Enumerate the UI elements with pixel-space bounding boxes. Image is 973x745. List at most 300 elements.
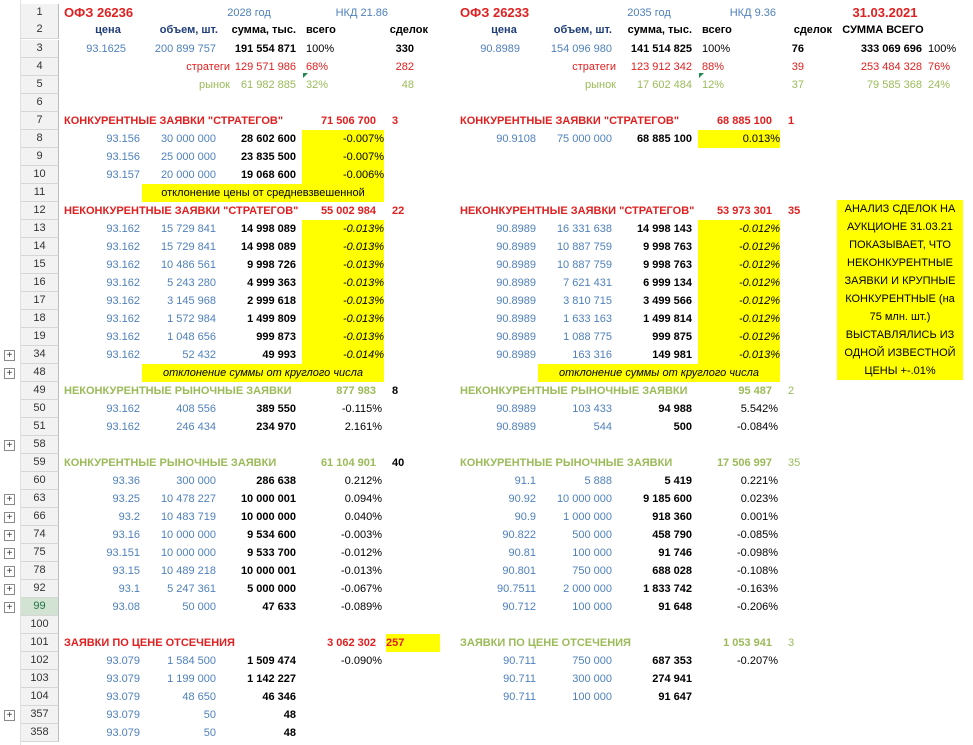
row-header-1[interactable]: 1: [21, 4, 59, 22]
cell-cq[interactable]: -0.012%: [698, 238, 780, 256]
cell-cj[interactable]: 93.162: [106, 241, 140, 253]
cell-es[interactable]: НЕКОНКУРЕНТНЫЕ РЫНОЧНЫЕ ЗАЯВКИ: [460, 385, 688, 397]
row-header-49[interactable]: 49: [21, 382, 59, 400]
cell-c[interactable]: НКД 21.86: [335, 7, 388, 19]
cell-am[interactable]: 253 484 328: [860, 61, 922, 73]
row-header-75[interactable]: 75: [21, 544, 59, 562]
cell-gj[interactable]: 10 000 000: [240, 511, 296, 523]
row-header-4[interactable]: 4: [21, 58, 59, 76]
cell-ih[interactable]: 1 053 941: [723, 637, 772, 649]
cell-bp[interactable]: -0.007%: [302, 148, 384, 166]
cell-eo[interactable]: отклонение суммы от круглого числа: [538, 364, 780, 382]
cell-dy[interactable]: 1 048 656: [167, 331, 216, 343]
cell-ii[interactable]: 3: [788, 637, 795, 649]
cell-cc[interactable]: 15 729 841: [160, 223, 216, 235]
cell-af[interactable]: 129 571 986: [234, 61, 296, 73]
cell-ab[interactable]: 76: [791, 43, 804, 55]
cell-iu[interactable]: 90.711: [503, 673, 536, 685]
cell-an[interactable]: 76%: [928, 61, 951, 73]
cell-dt[interactable]: 90.8989: [496, 313, 536, 325]
cell-db[interactable]: 4 999 363: [247, 277, 296, 289]
row-header-2[interactable]: 2: [21, 21, 59, 39]
cell-ct[interactable]: 9 998 726: [247, 259, 296, 271]
cell-hv[interactable]: 93.08: [112, 601, 140, 613]
cell-cm[interactable]: -0.013%: [302, 238, 384, 256]
cell-bf[interactable]: 30 000 000: [160, 133, 216, 145]
cell-iv[interactable]: 300 000: [572, 673, 612, 685]
cell-fg[interactable]: 2.161%: [344, 421, 382, 433]
cell-gc[interactable]: 0.094%: [344, 493, 382, 505]
cell-ie[interactable]: 3 062 302: [327, 637, 376, 649]
cell-ff[interactable]: 234 970: [256, 421, 296, 433]
cell-jf[interactable]: 48: [283, 709, 296, 721]
cell-ew[interactable]: 408 556: [176, 403, 216, 415]
row-header-8[interactable]: 8: [21, 130, 59, 148]
cell-jg[interactable]: 93.079: [106, 727, 140, 739]
cell-eb[interactable]: 90.8989: [496, 331, 536, 343]
cell-da[interactable]: 5 243 280: [167, 277, 216, 289]
cell-dx[interactable]: 93.162: [106, 331, 140, 343]
cell-fm[interactable]: 61 104 901: [320, 457, 376, 469]
cell-dd[interactable]: 90.8989: [496, 277, 536, 289]
cell-aj[interactable]: 123 912 342: [630, 61, 692, 73]
cell-gk[interactable]: 0.040%: [344, 511, 382, 523]
expand-group-button[interactable]: +: [4, 710, 15, 721]
cell-hn[interactable]: 93.1: [118, 583, 140, 595]
row-header-100[interactable]: 100: [21, 616, 59, 634]
cell-fv[interactable]: 91.1: [514, 475, 536, 487]
cell-gq[interactable]: 10 000 000: [160, 529, 216, 541]
cell-be[interactable]: 93.156: [106, 133, 140, 145]
cell-fr[interactable]: 93.36: [112, 475, 140, 487]
cell-ja[interactable]: 90.711: [503, 691, 536, 703]
cell-o[interactable]: сумма, тыс.: [627, 24, 692, 36]
cell-u[interactable]: 191 554 871: [234, 43, 296, 55]
cell-bs[interactable]: 19 068 600: [240, 169, 296, 181]
cell-gw[interactable]: -0.085%: [737, 529, 778, 541]
row-header-357[interactable]: 357: [21, 706, 59, 724]
cell-cd[interactable]: 14 998 089: [240, 223, 296, 235]
cell-ag[interactable]: 68%: [306, 61, 329, 73]
cell-bo[interactable]: 23 835 500: [240, 151, 296, 163]
expand-group-button[interactable]: +: [4, 530, 15, 541]
row-header-12[interactable]: 12: [21, 202, 59, 220]
cell-ac[interactable]: 333 069 696: [860, 43, 922, 55]
cell-it[interactable]: 1 142 227: [247, 673, 296, 685]
cell-v[interactable]: 100%: [306, 43, 335, 55]
cell-bb[interactable]: КОНКУРЕНТНЫЕ ЗАЯВКИ "СТРАТЕГОВ": [460, 115, 680, 127]
cell-du[interactable]: 1 633 163: [563, 313, 612, 325]
cell-cl[interactable]: 14 998 089: [240, 241, 296, 253]
cell-fj[interactable]: 500: [673, 421, 692, 433]
cell-dj[interactable]: 2 999 618: [247, 295, 296, 307]
expand-group-button[interactable]: +: [4, 566, 15, 577]
row-header-63[interactable]: 63: [21, 490, 59, 508]
cell-hf[interactable]: 93.15: [112, 565, 140, 577]
cell-ho[interactable]: 5 247 361: [167, 583, 216, 595]
cell-m[interactable]: цена: [491, 24, 517, 36]
cell-gm[interactable]: 1 000 000: [563, 511, 612, 523]
row-header-10[interactable]: 10: [21, 166, 59, 184]
cell-ar[interactable]: 48: [401, 79, 414, 91]
row-header-7[interactable]: 7: [21, 112, 59, 130]
cell-ds[interactable]: -0.013%: [302, 310, 384, 328]
cell-x[interactable]: 90.8989: [480, 43, 520, 55]
row-header-11[interactable]: 11: [21, 184, 59, 202]
cell-bq[interactable]: 93.157: [106, 169, 140, 181]
cell-az[interactable]: 71 506 700: [320, 115, 376, 127]
cell-r[interactable]: СУММА ВСЕГО: [842, 24, 924, 36]
cell-io[interactable]: 750 000: [572, 655, 612, 667]
cell-av[interactable]: 37: [791, 79, 804, 91]
cell-cf[interactable]: 90.8989: [496, 223, 536, 235]
cell-at[interactable]: 17 602 484: [636, 79, 692, 91]
cell-er[interactable]: 8: [392, 385, 399, 397]
cell-fk[interactable]: -0.084%: [737, 421, 778, 433]
cell-dc[interactable]: -0.013%: [302, 274, 384, 292]
cell-gy[interactable]: 10 000 000: [160, 547, 216, 559]
cell-ia[interactable]: 100 000: [572, 601, 612, 613]
cell-cx[interactable]: 9 998 763: [643, 259, 692, 271]
cell-dr[interactable]: 1 499 809: [247, 313, 296, 325]
cell-ae[interactable]: стратеги: [186, 61, 230, 73]
cell-gx[interactable]: 93.151: [106, 547, 140, 559]
cell-ei[interactable]: -0.014%: [302, 346, 384, 364]
expand-group-button[interactable]: +: [4, 602, 15, 613]
cell-hz[interactable]: 90.712: [502, 601, 536, 613]
cell-ef[interactable]: 93.162: [106, 349, 140, 361]
cell-is[interactable]: 1 199 000: [167, 673, 216, 685]
cell-ai[interactable]: стратеги: [572, 61, 616, 73]
cell-p[interactable]: всего: [702, 24, 732, 36]
cell-hp[interactable]: 5 000 000: [247, 583, 296, 595]
cell-n[interactable]: объем, шт.: [553, 24, 612, 36]
cell-dq[interactable]: 1 572 984: [167, 313, 216, 325]
cell-bk[interactable]: 68 885 100: [636, 133, 692, 145]
row-header-16[interactable]: 16: [21, 274, 59, 292]
cell-gr[interactable]: 9 534 600: [247, 529, 296, 541]
row-header-58[interactable]: 58: [21, 436, 59, 454]
cell-hi[interactable]: -0.013%: [341, 565, 382, 577]
expand-group-button[interactable]: +: [4, 494, 15, 505]
cell-ic[interactable]: -0.206%: [737, 601, 778, 613]
cell-de[interactable]: 7 621 431: [563, 277, 612, 289]
cell-go[interactable]: 0.001%: [740, 511, 778, 523]
cell-en[interactable]: отклонение суммы от круглого числа: [142, 364, 384, 382]
cell-bt[interactable]: -0.006%: [302, 166, 384, 184]
cell-fw[interactable]: 5 888: [584, 475, 612, 487]
cell-gu[interactable]: 500 000: [572, 529, 612, 541]
cell-dg[interactable]: -0.012%: [698, 274, 780, 292]
row-header-92[interactable]: 92: [21, 580, 59, 598]
cell-ea[interactable]: -0.013%: [302, 328, 384, 346]
cell-hr[interactable]: 90.7511: [497, 583, 536, 595]
cell-gi[interactable]: 10 483 719: [160, 511, 216, 523]
cell-ck[interactable]: 15 729 841: [160, 241, 216, 253]
cell-ft[interactable]: 286 638: [256, 475, 296, 487]
cell-bz[interactable]: 53 973 301: [716, 205, 772, 217]
cell-dv[interactable]: 1 499 814: [643, 313, 692, 325]
row-header-74[interactable]: 74: [21, 526, 59, 544]
cell-im[interactable]: -0.090%: [341, 655, 382, 667]
cell-ij[interactable]: 93.079: [106, 655, 140, 667]
cell-ip[interactable]: 687 353: [652, 655, 692, 667]
cell-di[interactable]: 3 145 968: [167, 295, 216, 307]
cell-cw[interactable]: 10 887 759: [556, 259, 612, 271]
cell-hj[interactable]: 90.801: [502, 565, 536, 577]
cell-bd[interactable]: 1: [788, 115, 795, 127]
cell-ji[interactable]: 48: [283, 727, 296, 739]
cell-he[interactable]: -0.098%: [737, 547, 778, 559]
cell-ci[interactable]: -0.012%: [698, 220, 780, 238]
cell-fn[interactable]: 40: [392, 457, 405, 469]
cell-ek[interactable]: 163 316: [572, 349, 612, 361]
cell-f[interactable]: НКД 9.36: [729, 7, 776, 19]
cell-ao[interactable]: рынок: [198, 79, 230, 91]
cell-hy[interactable]: -0.089%: [341, 601, 382, 613]
cell-gb[interactable]: 10 000 001: [240, 493, 296, 505]
cell-cb[interactable]: 93.162: [106, 223, 140, 235]
cell-bl[interactable]: 0.013%: [698, 130, 780, 148]
row-header-78[interactable]: 78: [21, 562, 59, 580]
cell-in[interactable]: 90.711: [503, 655, 536, 667]
cell-by[interactable]: НЕКОНКУРЕНТНЫЕ ЗАЯВКИ "СТРАТЕГОВ": [460, 205, 695, 217]
cell-eq[interactable]: 877 983: [336, 385, 376, 397]
row-header-102[interactable]: 102: [21, 652, 59, 670]
cell-eg[interactable]: 52 432: [182, 349, 216, 361]
cell-fe[interactable]: 246 434: [176, 421, 216, 433]
cell-cn[interactable]: 90.8989: [496, 241, 536, 253]
cell-id[interactable]: ЗАЯВКИ ПО ЦЕНЕ ОТСЕЧЕНИЯ: [64, 637, 235, 649]
cell-eu[interactable]: 2: [788, 385, 795, 397]
cell-ak[interactable]: 88%: [702, 61, 725, 73]
cell-bi[interactable]: 90.9108: [496, 133, 536, 145]
cell-ib[interactable]: 91 648: [658, 601, 692, 613]
cell-d[interactable]: ОФЗ 26233: [460, 5, 530, 20]
cell-bn[interactable]: 25 000 000: [160, 151, 216, 163]
cell-ah[interactable]: 282: [395, 61, 414, 73]
cell-ep[interactable]: НЕКОНКУРЕНТНЫЕ РЫНОЧНЫЕ ЗАЯВКИ: [64, 385, 292, 397]
row-header-17[interactable]: 17: [21, 292, 59, 310]
cell-em[interactable]: -0.013%: [698, 346, 780, 364]
cell-fc[interactable]: 5.542%: [740, 403, 778, 415]
cell-fq[interactable]: 35: [788, 457, 801, 469]
cell-cr[interactable]: 93.162: [106, 259, 140, 271]
cell-br[interactable]: 20 000 000: [160, 169, 216, 181]
expand-group-button[interactable]: +: [4, 584, 15, 595]
cell-aq[interactable]: 32%: [306, 79, 329, 91]
cell-ce[interactable]: -0.013%: [302, 220, 384, 238]
cell-al[interactable]: 39: [791, 61, 804, 73]
cell-cu[interactable]: -0.013%: [302, 256, 384, 274]
cell-hq[interactable]: -0.067%: [341, 583, 382, 595]
cell-hw[interactable]: 50 000: [182, 601, 216, 613]
cell-gn[interactable]: 918 360: [652, 511, 692, 523]
cell-ig[interactable]: ЗАЯВКИ ПО ЦЕНЕ ОТСЕЧЕНИЯ: [460, 637, 631, 649]
cell-w[interactable]: 330: [395, 43, 414, 55]
cell-dw[interactable]: -0.012%: [698, 310, 780, 328]
row-header-19[interactable]: 19: [21, 328, 59, 346]
row-header-9[interactable]: 9: [21, 148, 59, 166]
cell-ch[interactable]: 14 998 143: [636, 223, 692, 235]
row-header-59[interactable]: 59: [21, 454, 59, 472]
cell-ey[interactable]: -0.115%: [341, 403, 382, 415]
cell-jh[interactable]: 50: [203, 727, 216, 739]
cell-ee[interactable]: -0.012%: [698, 328, 780, 346]
cell-i[interactable]: объем, шт.: [159, 24, 218, 36]
cell-hu[interactable]: -0.163%: [737, 583, 778, 595]
cell-g[interactable]: 31.03.2021: [852, 5, 918, 20]
cell-ht[interactable]: 1 833 742: [643, 583, 692, 595]
cell-bj[interactable]: 75 000 000: [556, 133, 612, 145]
cell-hd[interactable]: 91 746: [658, 547, 692, 559]
cell-il[interactable]: 1 509 474: [247, 655, 296, 667]
cell-dh[interactable]: 93.162: [106, 295, 140, 307]
cell-ev[interactable]: 93.162: [106, 403, 140, 415]
row-header-50[interactable]: 50: [21, 400, 59, 418]
cell-hl[interactable]: 688 028: [652, 565, 692, 577]
cell-j[interactable]: сумма, тыс.: [231, 24, 296, 36]
expand-group-button[interactable]: +: [4, 440, 15, 451]
cell-jc[interactable]: 91 647: [658, 691, 692, 703]
cell-ed[interactable]: 999 875: [652, 331, 692, 343]
analysis-note-box[interactable]: [837, 200, 963, 380]
cell-cs[interactable]: 10 486 561: [160, 259, 216, 271]
cell-hx[interactable]: 47 633: [262, 601, 296, 613]
cell-aw[interactable]: 79 585 368: [866, 79, 922, 91]
row-header-358[interactable]: 358: [21, 724, 59, 742]
cell-jb[interactable]: 100 000: [572, 691, 612, 703]
row-header-13[interactable]: 13: [21, 220, 59, 238]
row-header-34[interactable]: 34: [21, 346, 59, 364]
cell-fo[interactable]: КОНКУРЕНТНЫЕ РЫНОЧНЫЕ ЗАЯВКИ: [460, 457, 673, 469]
cell-gd[interactable]: 90.92: [508, 493, 536, 505]
expand-group-button[interactable]: +: [4, 368, 15, 379]
cell-b[interactable]: 2028 год: [227, 7, 271, 19]
cell-fu[interactable]: 0.212%: [344, 475, 382, 487]
cell-y[interactable]: 154 096 980: [550, 43, 612, 55]
cell-el[interactable]: 149 981: [652, 349, 692, 361]
cell-gh[interactable]: 93.2: [118, 511, 140, 523]
cell-au[interactable]: 12%: [702, 79, 725, 91]
cell-ax[interactable]: 24%: [928, 79, 951, 91]
row-header-66[interactable]: 66: [21, 508, 59, 526]
cell-bv[interactable]: НЕКОНКУРЕНТНЫЕ ЗАЯВКИ "СТРАТЕГОВ": [64, 205, 299, 217]
cell-ga[interactable]: 10 478 227: [160, 493, 216, 505]
cell-bx[interactable]: 22: [392, 205, 405, 217]
cell-iz[interactable]: 46 346: [262, 691, 296, 703]
cell-ca[interactable]: 35: [788, 205, 801, 217]
cell-fh[interactable]: 90.8989: [496, 421, 536, 433]
cell-k[interactable]: всего: [306, 24, 336, 36]
expand-group-button[interactable]: +: [4, 350, 15, 361]
row-header-5[interactable]: 5: [21, 76, 59, 94]
cell-gs[interactable]: -0.003%: [341, 529, 382, 541]
cell-ej[interactable]: 90.8989: [496, 349, 536, 361]
cell-q[interactable]: сделок: [793, 24, 832, 36]
cell-dp[interactable]: 93.162: [106, 313, 140, 325]
cell-ge[interactable]: 10 000 000: [556, 493, 612, 505]
row-header-48[interactable]: 48: [21, 364, 59, 382]
cell-ir[interactable]: 93.079: [106, 673, 140, 685]
cell-gf[interactable]: 9 185 600: [643, 493, 692, 505]
cell-gv[interactable]: 458 790: [652, 529, 692, 541]
row-header-104[interactable]: 104: [21, 688, 59, 706]
cell-fy[interactable]: 0.221%: [740, 475, 778, 487]
cell-eh[interactable]: 49 993: [262, 349, 296, 361]
cell-fs[interactable]: 300 000: [176, 475, 216, 487]
cell-et[interactable]: 95 487: [738, 385, 772, 397]
row-header-18[interactable]: 18: [21, 310, 59, 328]
cell-z[interactable]: 141 514 825: [630, 43, 692, 55]
cell-hk[interactable]: 750 000: [572, 565, 612, 577]
cell-ex[interactable]: 389 550: [256, 403, 296, 415]
cell-df[interactable]: 6 999 134: [643, 277, 692, 289]
cell-ez[interactable]: 90.8989: [496, 403, 536, 415]
expand-group-button[interactable]: +: [4, 548, 15, 559]
cell-hc[interactable]: 100 000: [572, 547, 612, 559]
cell-aa[interactable]: 100%: [702, 43, 731, 55]
cell-gz[interactable]: 9 533 700: [247, 547, 296, 559]
cell-iy[interactable]: 48 650: [182, 691, 216, 703]
cell-bu[interactable]: отклонение цены от средневзвешенной: [142, 184, 384, 202]
cell-ap[interactable]: 61 982 885: [240, 79, 296, 91]
cell-je[interactable]: 50: [203, 709, 216, 721]
cell-dk[interactable]: -0.013%: [302, 292, 384, 310]
row-header-15[interactable]: 15: [21, 256, 59, 274]
cell-cv[interactable]: 90.8989: [496, 259, 536, 271]
cell-fd[interactable]: 93.162: [106, 421, 140, 433]
row-header-60[interactable]: 60: [21, 472, 59, 490]
cell-bh[interactable]: -0.007%: [302, 130, 384, 148]
cell-fz[interactable]: 93.25: [112, 493, 140, 505]
cell-s[interactable]: 93.1625: [86, 43, 126, 55]
cell-iw[interactable]: 274 941: [652, 673, 692, 685]
cell-gt[interactable]: 90.822: [502, 529, 536, 541]
cell-dz[interactable]: 999 873: [256, 331, 296, 343]
cell-fp[interactable]: 17 506 997: [716, 457, 772, 469]
cell-gl[interactable]: 90.9: [514, 511, 536, 523]
row-header-51[interactable]: 51: [21, 418, 59, 436]
cell-l[interactable]: сделок: [389, 24, 428, 36]
cell-fi[interactable]: 544: [593, 421, 612, 433]
row-header-3[interactable]: 3: [21, 40, 59, 58]
cell-co[interactable]: 10 887 759: [556, 241, 612, 253]
cell-cp[interactable]: 9 998 763: [643, 241, 692, 253]
cell-a[interactable]: ОФЗ 26236: [64, 5, 134, 20]
cell-if[interactable]: 257: [386, 634, 440, 652]
cell-ha[interactable]: -0.012%: [341, 547, 382, 559]
cell-h[interactable]: цена: [95, 24, 121, 36]
cell-e[interactable]: 2035 год: [627, 7, 671, 19]
cell-fx[interactable]: 5 419: [664, 475, 692, 487]
expand-group-button[interactable]: +: [4, 512, 15, 523]
cell-bw[interactable]: 55 002 984: [320, 205, 376, 217]
cell-jd[interactable]: 93.079: [106, 709, 140, 721]
cell-hh[interactable]: 10 000 001: [240, 565, 296, 577]
row-header-14[interactable]: 14: [21, 238, 59, 256]
row-header-6[interactable]: 6: [21, 94, 59, 112]
cell-ay[interactable]: КОНКУРЕНТНЫЕ ЗАЯВКИ "СТРАТЕГОВ": [64, 115, 284, 127]
cell-gp[interactable]: 93.16: [112, 529, 140, 541]
cell-iq[interactable]: -0.207%: [737, 655, 778, 667]
cell-fl[interactable]: КОНКУРЕНТНЫЕ РЫНОЧНЫЕ ЗАЯВКИ: [64, 457, 277, 469]
cell-ad[interactable]: 100%: [928, 43, 957, 55]
cell-hs[interactable]: 2 000 000: [563, 583, 612, 595]
cell-t[interactable]: 200 899 757: [154, 43, 216, 55]
cell-do[interactable]: -0.012%: [698, 292, 780, 310]
cell-as[interactable]: рынок: [584, 79, 616, 91]
